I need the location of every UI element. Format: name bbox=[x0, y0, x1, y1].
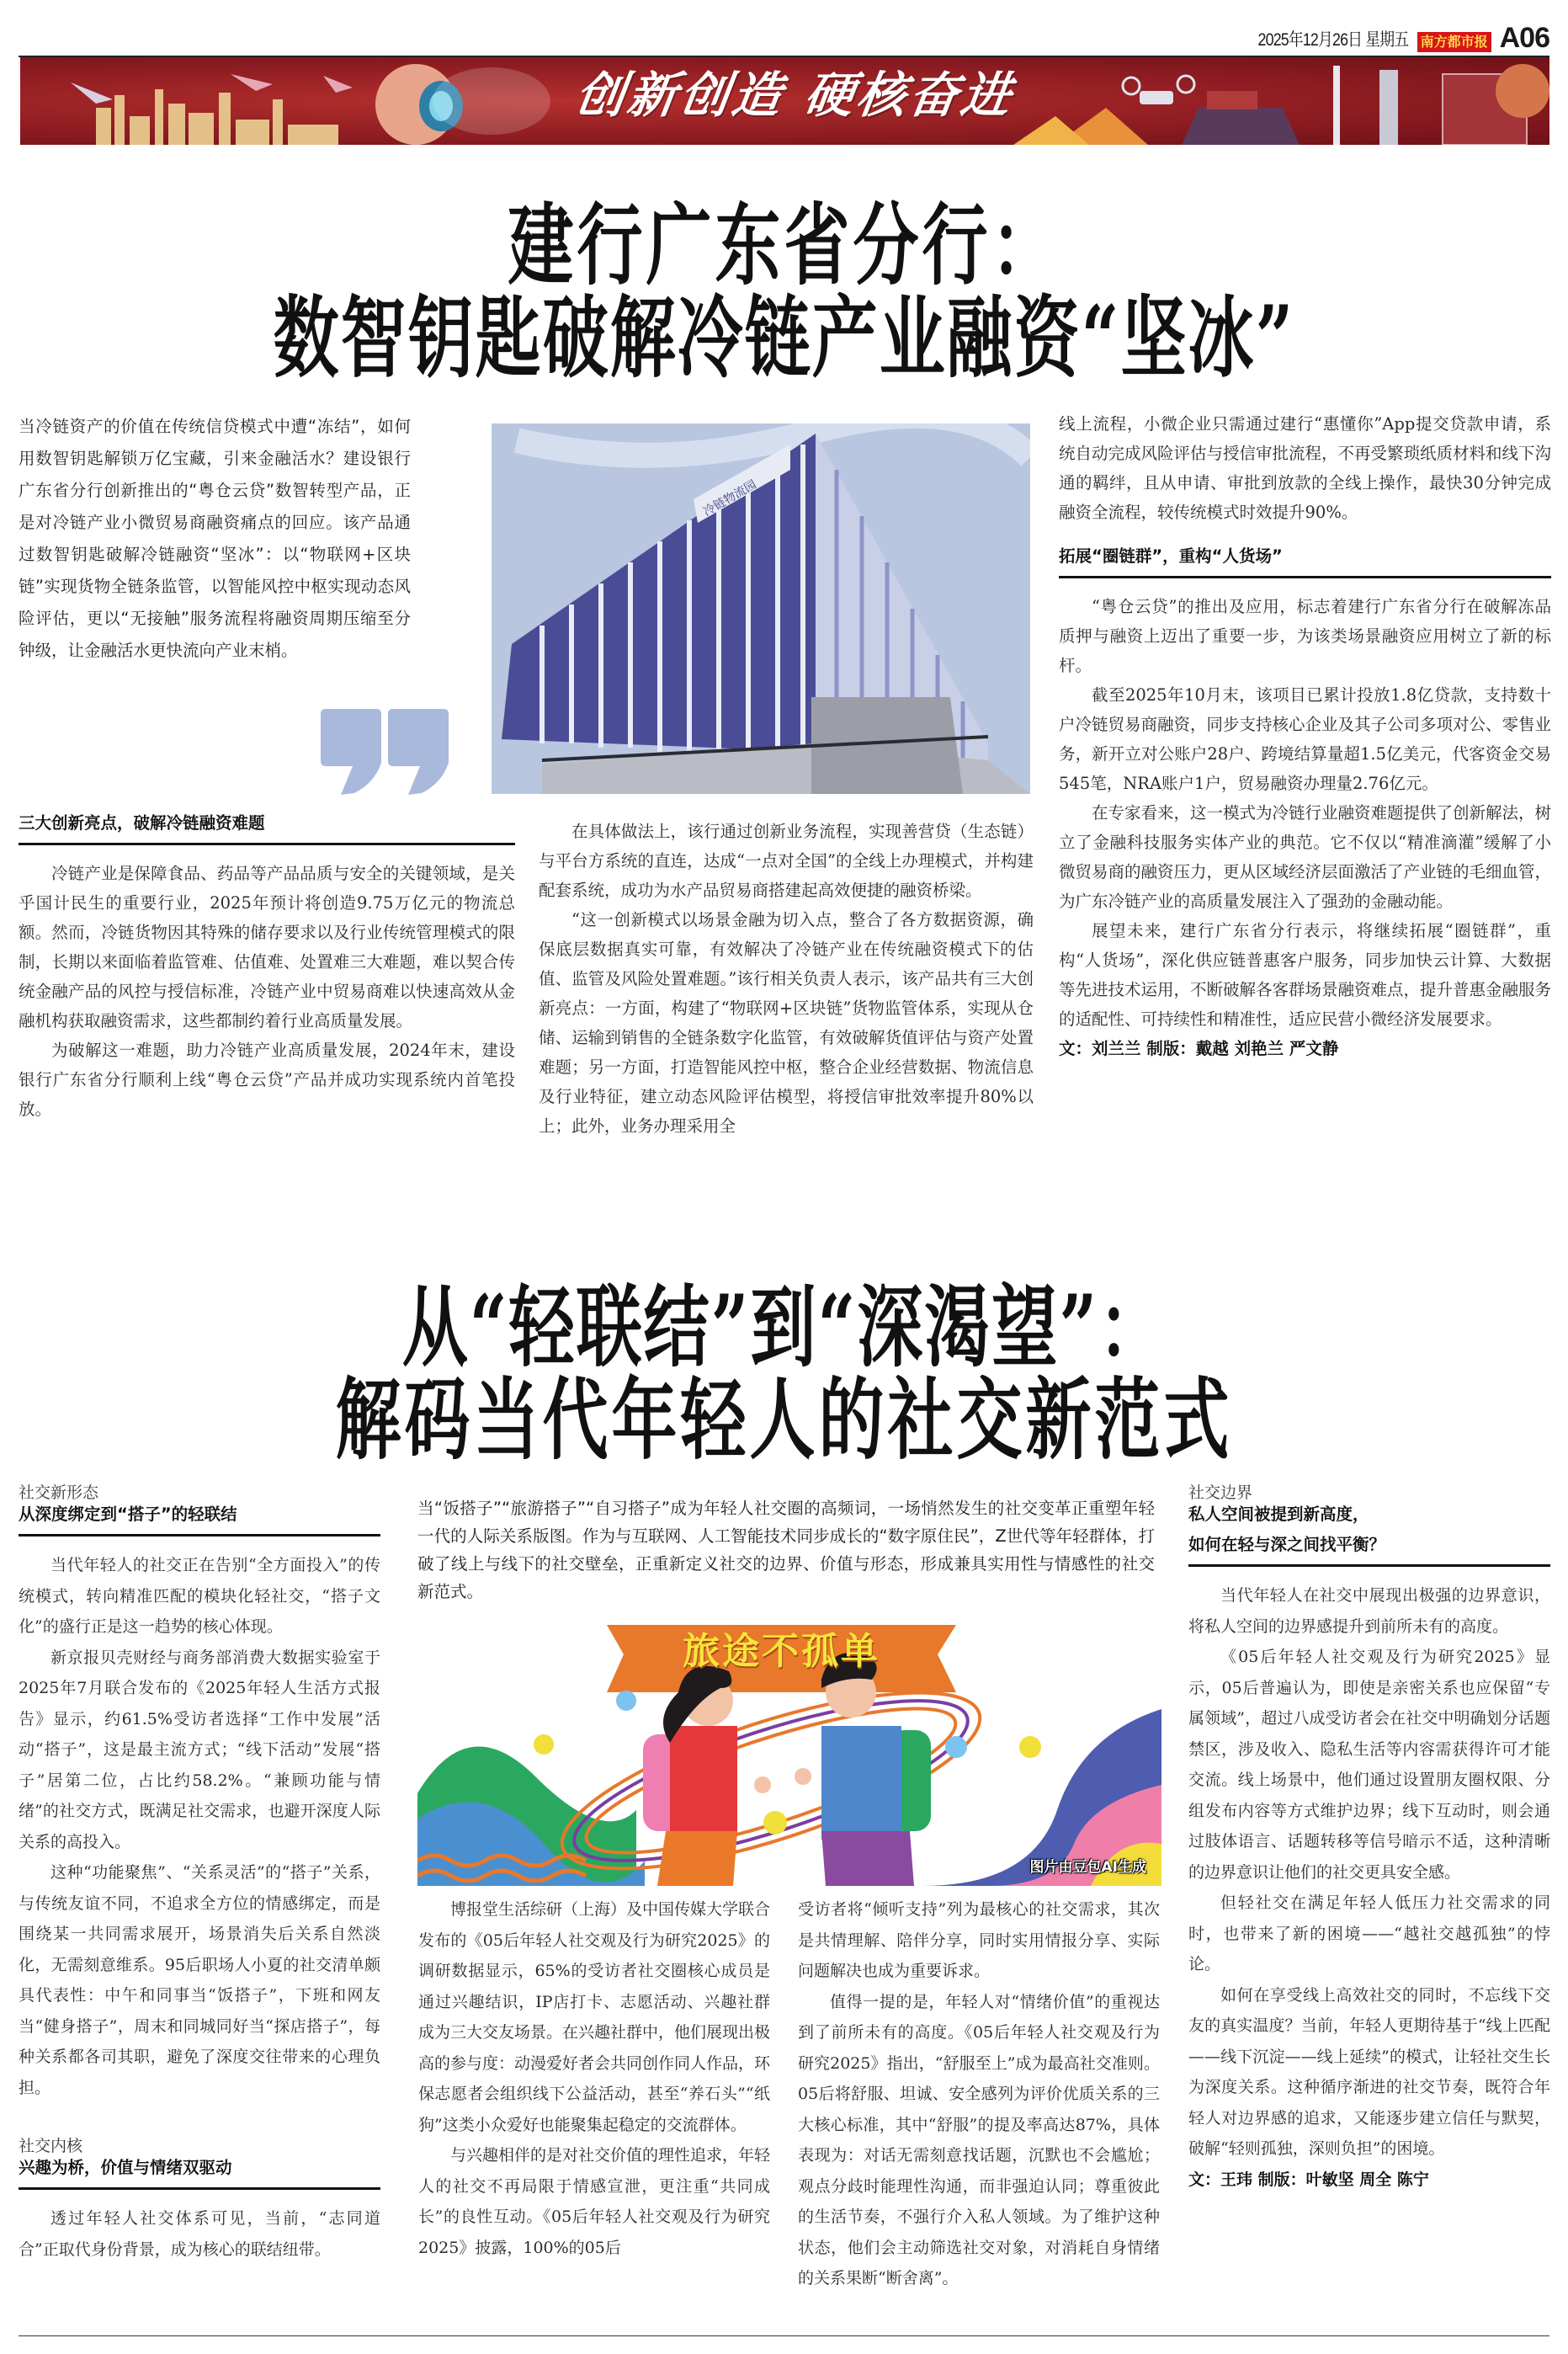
heading-rule bbox=[19, 843, 515, 845]
article1-headline-line1: 建行广东省分行： bbox=[508, 194, 1060, 298]
paragraph: 线上流程，小微企业只需通过建行“惠懂你”App提交贷款申请，系统自动完成风险评估与授信审批流程，不再受繁琐纸质材料和线下沟通的羁绊，且从申请、审批到放款的全线上操作，最快30分钟完成融资全流程，较传统模式时效提升90%。 bbox=[1059, 414, 1552, 522]
paragraph: 透过年轻人社交体系可见，当前，“志同道合”正取代身份背景，成为核心的联结纽带。 bbox=[19, 2209, 380, 2259]
paragraph: 在专家看来，这一模式为冷链行业融资难题提供了创新解法，树立了金融科技服务实体产业的典范。它不仅以“精准滴灌”缓解了小微贸易商的融资压力，更从区域经济层面激活了产业链的毛细血管，为广东冷链产业的高质量发展注入了强劲的金融动能。 bbox=[1059, 803, 1552, 911]
section-heading: 从深度绑定到“搭子”的轻联结 bbox=[19, 1505, 237, 1524]
heading-rule bbox=[1059, 576, 1551, 578]
paragraph: 值得一提的是，年轻人对“情绪价值”的重视达到了前所未有的高度。《05后年轻人社交观及行为研究2025》指出，“舒服至上”成为最高社交准则。05后将舒服、坦诚、安全感列为评价优质关系的三大核心标准，其中“舒服”的提及率高达87%，具体表现为：对话无需刻意找话题，沉默也不会尴尬；观点分歧时能理性沟通，而非强迫认同；尊重彼此的生活节奏，不强行介入私人领域。为了维护这种状态，他们会主动筛选社交对象，对消耗自身情绪的关系果断“断舍离”。 bbox=[798, 1992, 1160, 2287]
section-heading: 三大创新亮点，破解冷链融资难题 bbox=[19, 813, 265, 833]
section-banner bbox=[20, 57, 1549, 145]
paragraph: 冷链产业是保障食品、药品等产品品质与安全的关键领域，是关乎国计民生的重要行业，2025年预计将创造9.75万亿元的物流总额。然而，冷链货物因其特殊的储存要求以及行业传统管理模式的限制，长期以来面临着监管难、估值难、处置难三大难题，难以契合传统金融产品的风控与授信标准，冷链产业中贸易商难以快速高效从金融机构获取融资需求，这些都制约着行业高质量发展。 bbox=[19, 864, 515, 1031]
article2-headline-line2: 解码当代年轻人的社交新范式 bbox=[335, 1368, 1233, 1473]
quote-mark-icon bbox=[316, 707, 450, 796]
heading-rule bbox=[1188, 1564, 1550, 1567]
section-kicker: 社交边界 bbox=[1188, 1483, 1253, 1502]
heading-rule bbox=[19, 2187, 380, 2190]
paragraph: 当代年轻人在社交中展现出极强的边界意识，将私人空间的边界感提升到前所未有的高度。 bbox=[1188, 1586, 1550, 1636]
girl-figure bbox=[643, 1666, 771, 1886]
paragraph: 这种“功能聚焦”、“关系灵活”的“搭子”关系，与传统友谊不同，不追求全方位的情感绑定，而是围绕某一共同需求展开，场景消失后关系自然淡化，无需刻意维系。95后职场人小夏的社交清单颇具代表性：中午和同事当“饭搭子”，下班和网友当“健身搭子”，周末和同城同好当“探店搭子”，每种关系都各司其职，避免了深度交往带来的心理负担。 bbox=[19, 1863, 380, 2097]
page-number: A06 bbox=[1499, 22, 1549, 54]
section-heading: 拓展“圈链群”，重构“人货场” bbox=[1059, 546, 1283, 566]
article2-column-middle-left bbox=[418, 1894, 770, 2263]
section-heading-line1: 私人空间被提到新高度， bbox=[1188, 1505, 1369, 1524]
article1-headline-line2: 数智钥匙破解冷链产业融资“坚冰” bbox=[273, 286, 1295, 391]
article2-intro: 当“饭搭子”“旅游搭子”“自习搭子”成为年轻人社交圈的高频词，一场悄然发生的社交变革正重塑年轻一代的人际关系版图。作为与互联网、人工智能技术同步成长的“数字原住民”，Z世代等年轻群体，打破了线上与线下的社交壁垒，正重新定义社交的边界、价值与形态，形成兼具实用性与情感性的社交新范式。 bbox=[417, 1499, 1155, 1601]
paragraph: 博报堂生活综研（上海）及中国传媒大学联合发布的《05后年轻人社交观及行为研究2025》的调研数据显示，65%的受访者社交圈核心成员是通过兴趣结识，IP店打卡、志愿活动、兴趣社群成为三大交友场景。在兴趣社群中，他们展现出极高的参与度：动漫爱好者会共同创作同人作品，环保志愿者会组织线下公益活动，甚至“养石头”“纸狗”这类小众爱好也能聚集起稳定的交流群体。 bbox=[418, 1900, 771, 2134]
page-bottom-rule bbox=[19, 2335, 1549, 2336]
paragraph: “粤仓云贷”的推出及应用，标志着建行广东省分行在破解冻品质押与融资上迈出了重要一步，为该类场景融资应用树立了新的标杆。 bbox=[1059, 597, 1551, 675]
paragraph: 受访者将“倾听支持”列为最核心的社交需求，其次是共情理解、陪伴分享，同时实用情报分享、实际问题解决也成为重要诉求。 bbox=[798, 1900, 1160, 1980]
article2-column-left bbox=[19, 1482, 380, 2265]
paragraph: 展望未来，建行广东省分行表示，将继续拓展“圈链群”，重构“人货场”，深化供应链普惠客户服务，同步加快云计算、大数据等先进技术运用，不断破解各客群场景融资难点，提升普惠金融服务的适配性、可持续性和精准性，适应民营小微经济发展要求。 bbox=[1059, 921, 1552, 1029]
article2-headline-line1: 从“轻联结”到“深渴望”： bbox=[401, 1276, 1167, 1380]
paragraph: “这一创新模式以场景金融为切入点，整合了各方数据资源，确保底层数据真实可靠，有效解决了冷链产业在传统融资模式下的估值、监管及风险处置难题。”该行相关负责人表示，该产品共有三大创新亮点：一方面，构建了“物联网+区块链”货物监管体系，实现从仓储、运输到销售的全链条数字化监管，有效破解货值评估与资产处置难题；另一方面，打造智能风控中枢，整合企业经营数据、物流信息及行业特征，建立动态风险评估模型，将授信审批效率提升80%以上；此外，业务办理采用全 bbox=[539, 910, 1034, 1136]
jet-icon bbox=[231, 74, 273, 91]
section-kicker: 社交内核 bbox=[19, 2137, 83, 2155]
newspaper-logo: 南方都市报 bbox=[1417, 32, 1491, 52]
building-sign: 冷链物流园 bbox=[701, 477, 759, 519]
article2-column-middle-right bbox=[798, 1894, 1160, 2294]
paragraph: 为破解这一难题，助力冷链产业高质量发展，2024年末，建设银行广东省分行顺利上线“粤仓云贷”产品并成功实现系统内首笔投放。 bbox=[19, 1041, 515, 1119]
jet-icon bbox=[71, 83, 113, 104]
issue-date: 2025年12月26日 星期五 bbox=[1257, 30, 1409, 50]
illustration-title: 旅途不孤单 bbox=[683, 1630, 880, 1673]
section-heading: 兴趣为桥，价值与情绪双驱动 bbox=[19, 2158, 232, 2177]
cold-chain-building-photo bbox=[492, 423, 1030, 794]
masthead-meta bbox=[1231, 24, 1549, 52]
article1-column-left bbox=[19, 812, 515, 1124]
article2-column-right bbox=[1188, 1482, 1550, 2195]
paragraph: 《05后年轻人社交观及行为研究2025》显示，05后普遍认为，即使是亲密关系也应保留“专属领域”，超过八成受访者会在社交中明确划分话题禁区，涉及收入、隐私生活等内容需获得许可才能交流。线上场景中，他们通过设置朋友圈权限、分组发布内容等方式维护边界；线下互动时，则会通过肢体语言、话题转移等信号暗示不适，这种清晰的边界意识让他们的社交更具安全感。 bbox=[1188, 1648, 1550, 1882]
article1-column-middle bbox=[539, 817, 1034, 1141]
section-kicker: 社交新形态 bbox=[19, 1483, 99, 1502]
paragraph: 当代年轻人的社交正在告别“全方面投入”的传统模式，转向精准匹配的模块化轻社交，“搭子文化”的盛行正是这一趋势的核心体现。 bbox=[19, 1556, 380, 1636]
paragraph: 截至2025年10月末，该项目已累计投放1.8亿贷款，支持数十户冷链贸易商融资，同步支持核心企业及其子公司多项对公、零售业务，新开立对公账户28户、跨境结算量超1.5亿美元，代客资金交易545笔，NRA账户1户，贸易融资办理量2.76亿元。 bbox=[1059, 685, 1552, 793]
paragraph: 但轻社交在满足年轻人低压力社交需求的同时，也带来了新的困境——“越社交越孤独”的悖论。 bbox=[1188, 1893, 1550, 1973]
paragraph: 新京报贝壳财经与商务部消费大数据实验室于2025年7月联合发布的《2025年轻人生活方式报告》显示，约61.5%受访者选择“工作中发展”活动“搭子”，这是最主流方式；“线下活动”发展“搭子”居第二位，占比约58.2%。“兼顾功能与情绪”的社交方式，既满足社交需求，也避开深度人际关系的高投入。 bbox=[19, 1648, 380, 1851]
article2-byline: 文：王玮 制版：叶敏坚 周全 陈宁 bbox=[1188, 2170, 1429, 2189]
illustration-credit: 图片由豆包AI生成 bbox=[1029, 1859, 1146, 1876]
article1-byline: 文：刘兰兰 制版：戴越 刘艳兰 严文静 bbox=[1059, 1039, 1339, 1058]
section-heading-line2: 如何在轻与深之间找平衡？ bbox=[1188, 1535, 1386, 1554]
paragraph: 如何在享受线上高效社交的同时，不忘线下交友的真实温度？当前，年轻人更期待基于“线上匹配——线下沉淀——线上延续”的模式，让轻社交生长为深度关系。这种循序渐进的社交节奏，既符合年轻人对边界感的追求，又能逐步建立信任与默契，破解“轻则孤独，深则负担”的困境。 bbox=[1188, 1985, 1550, 2158]
paragraph: 在具体做法上，该行通过创新业务流程，实现善营贷（生态链）与平台方系统的直连，达成“一点对全国”的全线上办理模式，并构建配套系统，成功为水产品贸易商搭建起高效便捷的融资桥梁。 bbox=[539, 822, 1034, 900]
article1-lead: 当冷链资产的价值在传统信贷模式中遭“冻结”，如何用数智钥匙解锁万亿宝藏，引来金融活水？建设银行广东省分行创新推出的“粤仓云贷”数智转型产品，正是对冷链产业小微贸易商融资痛点的回应。该产品通过数智钥匙破解冷链融资“坚冰”：以“物联网+区块链”实现货物全链条监管，以智能风控中枢实现动态风险评估，更以“无接触”服务流程将融资周期压缩至分钟级，让金融活水更快流向产业末梢。 bbox=[19, 417, 411, 660]
travel-illustration bbox=[417, 1608, 1161, 1886]
paragraph: 与兴趣相伴的是对社交价值的理性追求，年轻人的社交不再局限于情感宣泄，更注重“共同成长”的良性互动。《05后年轻人社交观及行为研究2025》披露，100%的05后 bbox=[418, 2146, 771, 2257]
banner-slogan: 创新创造 硬核奋进 bbox=[571, 67, 1018, 124]
article1-column-right bbox=[1059, 409, 1551, 1063]
heading-rule bbox=[19, 1534, 380, 1536]
